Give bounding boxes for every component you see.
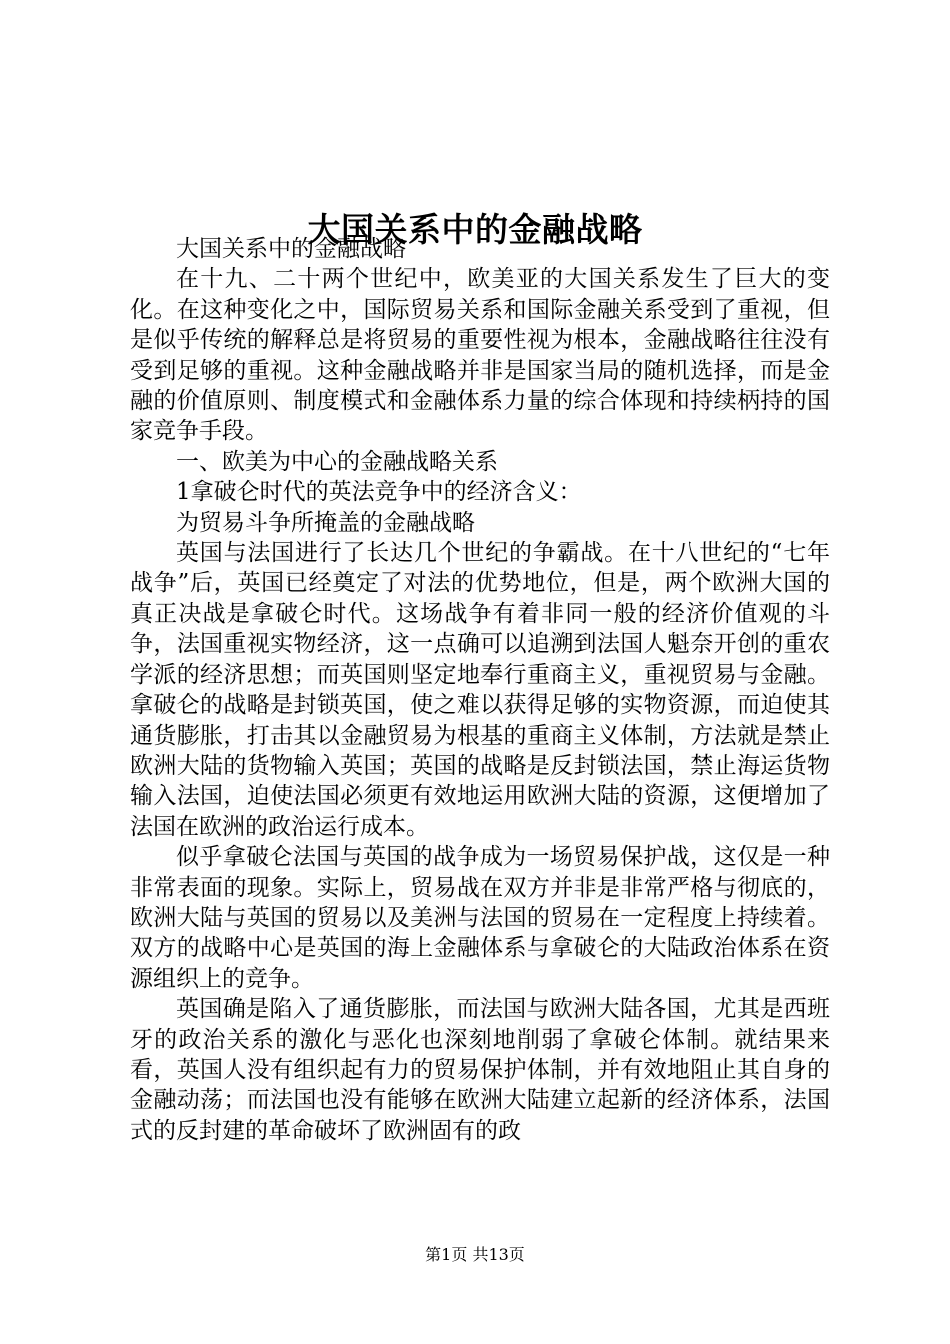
paragraph-outcome: 英国确是陷入了通货膨胀，而法国与欧洲大陆各国，尤其是西班牙的政治关系的激化与恶化也深刻地削弱了拿破仑体制。就结果来看，英国人没有组织起有力的贸易保护体制，并有效地阻止其自身的金融动荡；而法国也没有能够在欧洲大陆建立起新的经济体系，法国式的反封建的革命破坏了欧洲固有的政 — [130, 996, 830, 1144]
document-title: 大国关系中的金融战略 — [307, 210, 643, 250]
paragraph-intro: 在十九、二十两个世纪中，欧美亚的大国关系发生了巨大的变化。在这种变化之中，国际贸易关系和国际金融关系受到了重视，但是似乎传统的解释总是将贸易的重要性视为根本，金融战略往往没有受到足够的重视。这种金融战略并非是国家当局的随机选择，而是金融的价值原则、制度模式和金融体系力量的综合体现和持续柄持的国家竞争手段。 — [130, 266, 830, 445]
page-number: 第1页 共13页 — [425, 1245, 525, 1264]
subsection-heading: 1拿破仑时代的英法竞争中的经济含义： — [176, 479, 582, 506]
paragraph-anglo-french-rivalry: 英国与法国进行了长达几个世纪的争霸战。在十八世纪的“七年战争”后，英国已经奠定了对法的优势地位，但是，两个欧洲大国的真正决战是拿破仑时代。这场战争有着非同一般的经济价值观的斗争，法国重视实物经济，这一点确可以追溯到法国人魁奈开创的重农学派的经济思想；而英国则坚定地奉行重商主义，重视贸易与金融。拿破仑的战略是封锁英国，使之难以获得足够的实物资源，而迫使其通货膨胀，打击其以金融贸易为根基的重商主义体制，方法就是禁止欧洲大陆的货物输入英国；英国的战略是反封锁法国，禁止海运货物输入法国，迫使法国必须更有效地运用欧洲大陆的资源，这便增加了法国在欧洲的政治运行成本。 — [130, 540, 830, 840]
paragraph-subtitle: 大国关系中的金融战略 — [176, 236, 406, 262]
section-heading: 一、欧美为中心的金融战略关系 — [176, 448, 498, 475]
paragraph-trade-war: 似乎拿破仑法国与英国的战争成为一场贸易保护战，这仅是一种非常表面的现象。实际上，贸易战在双方并非是非常严格与彻底的，欧洲大陆与英国的贸易以及美洲与法国的贸易在一定程度上持续着。双方的战略中心是英国的海上金融体系与拿破仑的大陆政治体系在资源组织上的竞争。 — [130, 844, 830, 992]
subsection-subheading: 为贸易斗争所掩盖的金融战略 — [176, 509, 475, 536]
document-body — [130, 234, 830, 1146]
